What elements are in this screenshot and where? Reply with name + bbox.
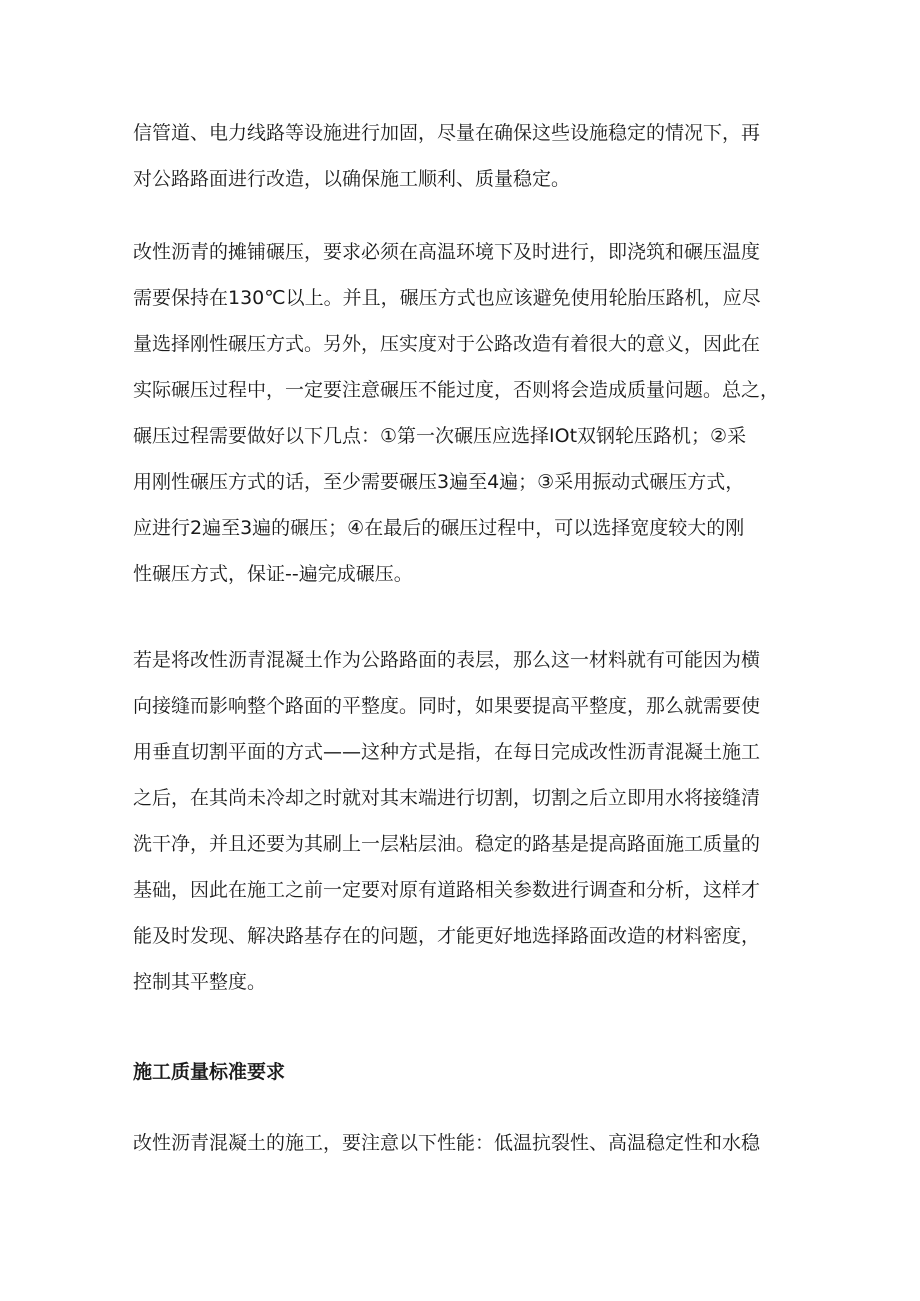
paragraph-line: 基础，因此在施工之前一定要对原有道路相关参数进行调查和分析，这样才 [133,879,761,901]
paragraph-line: 之后，在其尚未冷却之时就对其末端进行切割，切割之后立即用水将接缝清 [133,787,761,809]
section-heading-block [133,1052,801,1092]
paragraph-line: 需要保持在130℃以上。并且，碾压方式也应该避免使用轮胎压路机，应尽 [133,287,761,309]
paragraph-line: 洗干净，并且还要为其刷上一层粘层油。稳定的路基是提高路面施工质量的 [133,833,761,855]
paragraph-surface-layer [133,637,801,1005]
paragraph-line: 若是将改性沥青混凝土作为公路路面的表层，那么这一材料就有可能因为横 [133,649,761,671]
paragraph-line: 控制其平整度。 [133,971,267,993]
paragraph-line: 对公路路面进行改造，以确保施工顺利、质量稳定。 [133,168,571,190]
paragraph-line: 信管道、电力线路等设施进行加固，尽量在确保这些设施稳定的情况下，再 [133,122,761,144]
paragraph-line: 量选择刚性碾压方式。另外，压实度对于公路改造有着很大的意义，因此在 [133,333,761,355]
paragraph-line: 实际碾压过程中，一定要注意碾压不能过度，否则将会造成质量问题。总之， [133,379,780,401]
paragraph-line: 用垂直切割平面的方式——这种方式是指，在每日完成改性沥青混凝土施工 [133,741,761,763]
paragraph-line: 碾压过程需要做好以下几点：①第一次碾压应选择IOt双钢轮压路机；②采 [133,425,747,447]
paragraph-compaction [133,229,801,597]
paragraph-line: 性碾压方式，保证--遍完成碾压。 [133,563,413,585]
paragraph-utility-reinforcement [133,110,801,202]
paragraph-line: 改性沥青的摊铺碾压，要求必须在高温环境下及时进行，即浇筑和碾压温度 [133,241,761,263]
paragraph-line: 向接缝而影响整个路面的平整度。同时，如果要提高平整度，那么就需要使 [133,695,761,717]
paragraph-line: 应进行2遍至3遍的碾压；④在最后的碾压过程中，可以选择宽度较大的刚 [133,517,745,539]
section-heading: 施工质量标准要求 [133,1061,286,1083]
paragraph-line: 用刚性碾压方式的话，至少需要碾压3遍至4遍；③采用振动式碾压方式， [133,471,745,493]
paragraph-performance [133,1120,801,1166]
paragraph-line: 能及时发现、解决路基存在的问题，才能更好地选择路面改造的材料密度， [133,925,761,947]
paragraph-line: 改性沥青混凝土的施工，要注意以下性能：低温抗裂性、高温稳定性和水稳 [133,1132,761,1154]
